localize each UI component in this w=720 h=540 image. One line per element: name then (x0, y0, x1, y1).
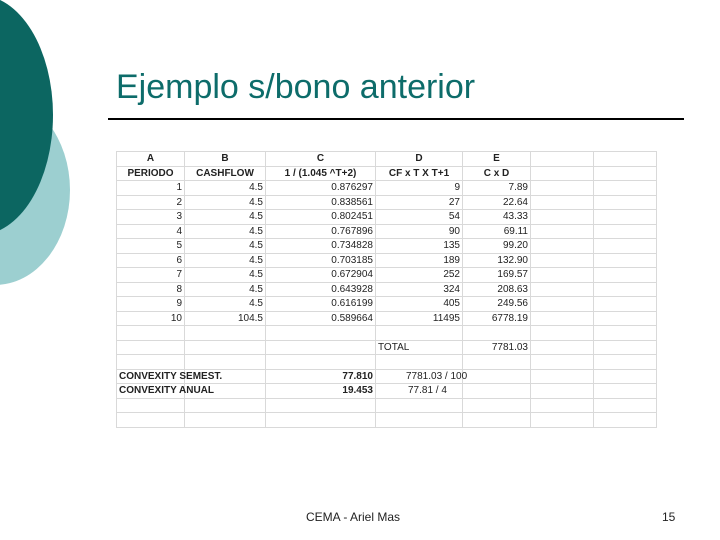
empty-cell (531, 253, 594, 268)
empty-cell (594, 413, 657, 428)
column-header: CASHFLOW (185, 166, 266, 181)
table-row (117, 268, 657, 283)
slide-footer (0, 510, 720, 526)
discount-cell: 0.876297 (266, 181, 376, 196)
table-row (117, 224, 657, 239)
table-row (117, 239, 657, 254)
convexity-semest-formula: 7781.03 / 100 (376, 369, 463, 384)
cashflow-cell: 4.5 (185, 224, 266, 239)
cxd-cell: 22.64 (463, 195, 531, 210)
empty-cell (185, 326, 266, 341)
empty-cell (531, 210, 594, 225)
empty-cell (594, 340, 657, 355)
table-row (117, 181, 657, 196)
spreadsheet-image (116, 151, 656, 427)
empty-cell (185, 340, 266, 355)
empty-cell (531, 369, 594, 384)
empty-cell (463, 413, 531, 428)
empty-cell (117, 340, 185, 355)
empty-cell (531, 166, 594, 181)
cf-t-cell: 27 (376, 195, 463, 210)
empty-cell (531, 355, 594, 370)
period-cell: 4 (117, 224, 185, 239)
empty-cell (531, 195, 594, 210)
convexity-anual-formula: 77.81 / 4 (376, 384, 463, 399)
cf-t-cell: 252 (376, 268, 463, 283)
cashflow-cell: 4.5 (185, 195, 266, 210)
discount-cell: 0.802451 (266, 210, 376, 225)
empty-cell (594, 326, 657, 341)
empty-cell (594, 210, 657, 225)
cf-t-cell: 405 (376, 297, 463, 312)
convexity-anual-value: 19.453 (266, 384, 376, 399)
blank-row (117, 326, 657, 341)
column-header: CF x T X T+1 (376, 166, 463, 181)
discount-cell: 0.616199 (266, 297, 376, 312)
period-cell: 7 (117, 268, 185, 283)
table-row (117, 297, 657, 312)
cxd-cell: 69.11 (463, 224, 531, 239)
empty-cell (463, 369, 531, 384)
discount-cell: 0.767896 (266, 224, 376, 239)
empty-cell (594, 224, 657, 239)
empty-cell (594, 398, 657, 413)
empty-cell (531, 224, 594, 239)
discount-cell: 0.589664 (266, 311, 376, 326)
empty-cell (594, 253, 657, 268)
empty-cell (185, 413, 266, 428)
empty-cell (531, 326, 594, 341)
period-cell: 5 (117, 239, 185, 254)
total-value: 7781.03 (463, 340, 531, 355)
empty-cell (594, 311, 657, 326)
period-cell: 9 (117, 297, 185, 312)
empty-cell (531, 311, 594, 326)
empty-cell (594, 384, 657, 399)
period-cell: 1 (117, 181, 185, 196)
empty-cell (376, 413, 463, 428)
empty-cell (531, 297, 594, 312)
page-number: 15 (662, 510, 676, 524)
discount-cell: 0.643928 (266, 282, 376, 297)
period-cell: 2 (117, 195, 185, 210)
cashflow-cell: 4.5 (185, 268, 266, 283)
cashflow-cell: 4.5 (185, 297, 266, 312)
empty-cell (531, 340, 594, 355)
empty-cell (266, 413, 376, 428)
convexity-anual-label: CONVEXITY ANUAL (117, 384, 185, 399)
cf-t-cell: 324 (376, 282, 463, 297)
cf-t-cell: 135 (376, 239, 463, 254)
cxd-cell: 249.56 (463, 297, 531, 312)
discount-cell: 0.703185 (266, 253, 376, 268)
cf-t-cell: 11495 (376, 311, 463, 326)
blank-row (117, 398, 657, 413)
period-cell: 3 (117, 210, 185, 225)
empty-cell (531, 282, 594, 297)
empty-cell (531, 384, 594, 399)
empty-cell (594, 369, 657, 384)
column-letter: E (463, 152, 531, 167)
cashflow-cell: 4.5 (185, 181, 266, 196)
table-row (117, 253, 657, 268)
cashflow-cell: 4.5 (185, 282, 266, 297)
column-header: C x D (463, 166, 531, 181)
empty-cell (531, 181, 594, 196)
header-row (117, 166, 657, 181)
cxd-cell: 6778.19 (463, 311, 531, 326)
total-label: TOTAL (376, 340, 463, 355)
empty-cell (594, 297, 657, 312)
spreadsheet-table (116, 151, 657, 428)
convexity-semest-value: 77.810 (266, 369, 376, 384)
cashflow-cell: 4.5 (185, 210, 266, 225)
footer-text: CEMA - Ariel Mas (306, 510, 401, 524)
convexity-semest-row (117, 369, 657, 384)
empty-cell (117, 355, 185, 370)
empty-cell (266, 326, 376, 341)
cxd-cell: 7.89 (463, 181, 531, 196)
empty-cell (266, 340, 376, 355)
column-letter: D (376, 152, 463, 167)
empty-cell (594, 181, 657, 196)
table-row (117, 282, 657, 297)
cxd-cell: 169.57 (463, 268, 531, 283)
empty-cell (463, 355, 531, 370)
cf-t-cell: 189 (376, 253, 463, 268)
cxd-cell: 99.20 (463, 239, 531, 254)
empty-cell (376, 355, 463, 370)
empty-cell (594, 152, 657, 167)
cxd-cell: 208.63 (463, 282, 531, 297)
empty-cell (594, 282, 657, 297)
empty-cell (463, 326, 531, 341)
title-underline (108, 118, 684, 120)
column-letter-row (117, 152, 657, 167)
convexity-anual-row (117, 384, 657, 399)
discount-cell: 0.838561 (266, 195, 376, 210)
decorative-circles (0, 0, 110, 300)
cxd-cell: 43.33 (463, 210, 531, 225)
empty-cell (531, 152, 594, 167)
column-letter: C (266, 152, 376, 167)
empty-cell (266, 398, 376, 413)
cashflow-cell: 4.5 (185, 239, 266, 254)
empty-cell (531, 239, 594, 254)
column-letter: B (185, 152, 266, 167)
cf-t-cell: 9 (376, 181, 463, 196)
empty-cell (266, 355, 376, 370)
empty-cell (376, 326, 463, 341)
empty-cell (594, 239, 657, 254)
convexity-semest-label: CONVEXITY SEMEST. (117, 369, 185, 384)
cashflow-cell: 4.5 (185, 253, 266, 268)
table-row (117, 210, 657, 225)
empty-cell (531, 268, 594, 283)
empty-cell (463, 398, 531, 413)
empty-cell (185, 398, 266, 413)
empty-cell (117, 326, 185, 341)
empty-cell (594, 166, 657, 181)
table-row (117, 195, 657, 210)
empty-cell (117, 413, 185, 428)
period-cell: 8 (117, 282, 185, 297)
empty-cell (594, 195, 657, 210)
slide-title: Ejemplo s/bono anterior (116, 68, 476, 106)
cf-t-cell: 90 (376, 224, 463, 239)
empty-cell (463, 384, 531, 399)
empty-cell (594, 268, 657, 283)
cashflow-cell: 104.5 (185, 311, 266, 326)
column-letter: A (117, 152, 185, 167)
blank-row (117, 413, 657, 428)
period-cell: 10 (117, 311, 185, 326)
cxd-cell: 132.90 (463, 253, 531, 268)
total-row (117, 340, 657, 355)
blank-row (117, 355, 657, 370)
period-cell: 6 (117, 253, 185, 268)
discount-cell: 0.734828 (266, 239, 376, 254)
empty-cell (531, 398, 594, 413)
column-header: 1 / (1.045 ^T+2) (266, 166, 376, 181)
empty-cell (117, 398, 185, 413)
column-header: PERIODO (117, 166, 185, 181)
empty-cell (185, 355, 266, 370)
empty-cell (594, 355, 657, 370)
table-row (117, 311, 657, 326)
empty-cell (531, 413, 594, 428)
discount-cell: 0.672904 (266, 268, 376, 283)
empty-cell (376, 398, 463, 413)
cf-t-cell: 54 (376, 210, 463, 225)
